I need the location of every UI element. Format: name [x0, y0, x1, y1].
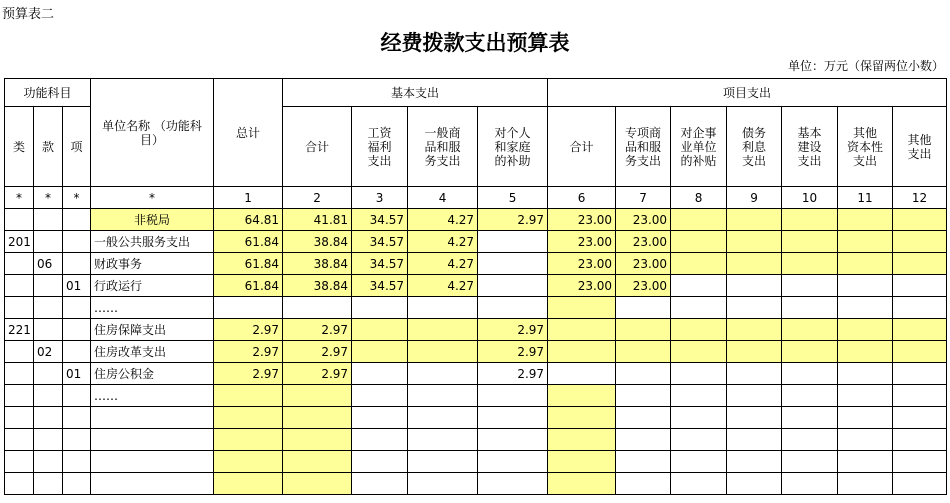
table-row	[5, 253, 947, 275]
index-cell: 5	[478, 187, 548, 209]
table-cell	[408, 407, 478, 429]
table-cell	[782, 407, 838, 429]
table-cell	[838, 473, 893, 495]
table-cell	[782, 451, 838, 473]
header-project-col: 其他 资本性 支出	[838, 107, 893, 187]
table-cell	[352, 319, 408, 341]
table-cell	[893, 209, 947, 231]
table-cell	[408, 429, 478, 451]
table-cell	[616, 297, 671, 319]
table-cell	[782, 253, 838, 275]
table-cell	[616, 385, 671, 407]
table-cell	[548, 451, 616, 473]
table-cell	[34, 429, 63, 451]
index-cell: *	[5, 187, 34, 209]
index-cell: 8	[671, 187, 727, 209]
table-cell	[616, 451, 671, 473]
table-cell	[63, 473, 91, 495]
table-cell	[838, 297, 893, 319]
table-cell: 4.27	[408, 253, 478, 275]
table-row	[5, 209, 947, 231]
header-project-group: 项目支出	[548, 79, 947, 107]
table-cell	[283, 429, 352, 451]
table-cell	[34, 231, 63, 253]
index-cell: 1	[214, 187, 283, 209]
table-cell	[63, 231, 91, 253]
table-cell	[616, 363, 671, 385]
table-cell	[782, 385, 838, 407]
table-cell	[63, 297, 91, 319]
table-cell	[671, 341, 727, 363]
table-cell: 34.57	[352, 275, 408, 297]
table-cell	[408, 297, 478, 319]
table-cell	[838, 253, 893, 275]
table-row	[5, 363, 947, 385]
table-cell	[893, 451, 947, 473]
table-cell: 61.84	[214, 275, 283, 297]
table-cell	[838, 407, 893, 429]
table-cell	[548, 341, 616, 363]
table-cell	[5, 341, 34, 363]
table-cell	[214, 385, 283, 407]
table-cell	[34, 275, 63, 297]
unit-name-cell: ……	[91, 297, 214, 319]
table-cell	[283, 385, 352, 407]
table-cell	[893, 429, 947, 451]
table-cell: 23.00	[548, 275, 616, 297]
table-cell	[893, 297, 947, 319]
table-cell	[727, 209, 782, 231]
table-cell	[5, 363, 34, 385]
table-cell	[838, 275, 893, 297]
table-cell	[478, 429, 548, 451]
table-cell: 2.97	[478, 341, 548, 363]
table-cell: 23.00	[548, 231, 616, 253]
table-cell	[671, 231, 727, 253]
table-cell	[478, 385, 548, 407]
table-cell: 2.97	[214, 341, 283, 363]
header-project-col: 基本 建设 支出	[782, 107, 838, 187]
table-cell	[352, 473, 408, 495]
table-cell: 61.84	[214, 231, 283, 253]
table-cell	[34, 473, 63, 495]
page-title: 经费拨款支出预算表	[380, 30, 570, 55]
table-cell: 2.97	[214, 319, 283, 341]
table-cell	[838, 451, 893, 473]
table-cell	[214, 407, 283, 429]
table-cell: 02	[34, 341, 63, 363]
table-cell	[478, 275, 548, 297]
table-cell	[893, 253, 947, 275]
table-cell	[893, 363, 947, 385]
table-cell	[408, 319, 478, 341]
table-row	[5, 319, 947, 341]
table-cell	[727, 319, 782, 341]
index-cell: 7	[616, 187, 671, 209]
table-row	[5, 231, 947, 253]
unit-name-cell: 非税局	[91, 209, 214, 231]
index-cell: 3	[352, 187, 408, 209]
table-cell	[727, 429, 782, 451]
table-cell: 34.57	[352, 231, 408, 253]
table-cell: 221	[5, 319, 34, 341]
table-cell	[63, 407, 91, 429]
table-cell	[283, 473, 352, 495]
index-cell: 6	[548, 187, 616, 209]
unit-name-cell: 住房保障支出	[91, 319, 214, 341]
table-cell	[352, 407, 408, 429]
table-cell: 201	[5, 231, 34, 253]
table-cell	[616, 429, 671, 451]
table-cell: 64.81	[214, 209, 283, 231]
table-cell	[727, 253, 782, 275]
table-cell	[283, 451, 352, 473]
table-cell	[671, 429, 727, 451]
table-cell	[34, 407, 63, 429]
table-cell	[548, 297, 616, 319]
table-row	[5, 385, 947, 407]
table-cell	[34, 451, 63, 473]
table-cell	[782, 429, 838, 451]
unit-name-cell	[91, 429, 214, 451]
table-cell	[782, 275, 838, 297]
table-cell: 01	[63, 363, 91, 385]
header-project-col: 专项商 品和服 务支出	[616, 107, 671, 187]
unit-name-cell: ……	[91, 385, 214, 407]
header-project-col: 其他 支出	[893, 107, 947, 187]
table-cell	[5, 451, 34, 473]
table-cell: 2.97	[214, 363, 283, 385]
table-cell	[616, 319, 671, 341]
index-cell: *	[34, 187, 63, 209]
table-cell	[782, 297, 838, 319]
table-cell	[63, 209, 91, 231]
table-cell	[408, 473, 478, 495]
index-cell: *	[91, 187, 214, 209]
table-cell: 38.84	[283, 275, 352, 297]
header-project-col: 合计	[548, 107, 616, 187]
table-row	[5, 341, 947, 363]
unit-name-cell: 行政运行	[91, 275, 214, 297]
table-cell	[408, 341, 478, 363]
table-cell: 41.81	[283, 209, 352, 231]
index-cell: 11	[838, 187, 893, 209]
table-cell: 2.97	[283, 341, 352, 363]
table-cell	[893, 275, 947, 297]
table-cell	[782, 363, 838, 385]
table-cell	[478, 407, 548, 429]
table-cell: 4.27	[408, 209, 478, 231]
table-cell: 23.00	[548, 253, 616, 275]
table-cell	[352, 451, 408, 473]
table-cell: 2.97	[478, 319, 548, 341]
table-cell	[727, 473, 782, 495]
table-cell	[283, 297, 352, 319]
header-kuan: 款	[34, 107, 63, 187]
table-row	[5, 407, 947, 429]
unit-name-cell	[91, 473, 214, 495]
table-cell	[548, 473, 616, 495]
table-cell	[893, 341, 947, 363]
table-cell	[63, 385, 91, 407]
table-cell	[548, 385, 616, 407]
table-cell	[63, 429, 91, 451]
header-lei: 类	[5, 107, 34, 187]
table-cell	[548, 429, 616, 451]
table-cell	[671, 275, 727, 297]
table-cell	[671, 363, 727, 385]
table-cell	[671, 319, 727, 341]
table-cell	[616, 473, 671, 495]
table-cell	[352, 341, 408, 363]
table-cell	[727, 407, 782, 429]
table-cell	[352, 363, 408, 385]
table-cell	[782, 473, 838, 495]
index-cell: 10	[782, 187, 838, 209]
table-cell	[838, 429, 893, 451]
table-cell	[5, 253, 34, 275]
table-cell	[63, 319, 91, 341]
table-cell: 2.97	[478, 209, 548, 231]
table-cell	[838, 319, 893, 341]
table-cell	[671, 385, 727, 407]
table-cell	[548, 319, 616, 341]
table-cell: 23.00	[616, 209, 671, 231]
table-cell	[838, 385, 893, 407]
header-unit-name: 单位名称 （功能科目）	[91, 79, 214, 187]
budget-table	[4, 78, 947, 495]
table-cell	[34, 385, 63, 407]
table-cell	[893, 385, 947, 407]
table-cell: 38.84	[283, 253, 352, 275]
index-cell: 4	[408, 187, 478, 209]
table-cell	[63, 253, 91, 275]
table-cell	[478, 297, 548, 319]
table-cell	[352, 297, 408, 319]
table-cell	[782, 341, 838, 363]
table-cell	[727, 297, 782, 319]
index-cell: 9	[727, 187, 782, 209]
table-cell: 23.00	[616, 231, 671, 253]
table-cell	[408, 451, 478, 473]
unit-name-cell	[91, 451, 214, 473]
table-cell	[34, 363, 63, 385]
table-cell	[5, 473, 34, 495]
table-cell	[893, 473, 947, 495]
table-cell: 34.57	[352, 253, 408, 275]
table-cell	[408, 363, 478, 385]
table-cell	[671, 407, 727, 429]
table-cell	[893, 319, 947, 341]
table-cell	[5, 407, 34, 429]
table-cell	[782, 209, 838, 231]
table-row	[5, 297, 947, 319]
table-cell: 23.00	[616, 275, 671, 297]
table-cell	[214, 473, 283, 495]
unit-name-cell: 财政事务	[91, 253, 214, 275]
table-cell	[671, 451, 727, 473]
table-cell	[727, 385, 782, 407]
unit-name-cell: 住房公积金	[91, 363, 214, 385]
table-cell	[5, 385, 34, 407]
table-cell	[214, 297, 283, 319]
header-project-col: 债务 利息 支出	[727, 107, 782, 187]
table-cell	[727, 231, 782, 253]
table-cell: 01	[63, 275, 91, 297]
table-cell: 06	[34, 253, 63, 275]
table-cell	[782, 231, 838, 253]
table-cell	[214, 429, 283, 451]
table-cell: 4.27	[408, 231, 478, 253]
table-cell	[63, 451, 91, 473]
table-cell	[214, 451, 283, 473]
table-cell	[408, 385, 478, 407]
table-cell: 4.27	[408, 275, 478, 297]
table-cell: 61.84	[214, 253, 283, 275]
header-basic-col: 对个人 和家庭 的补助	[478, 107, 548, 187]
table-row	[5, 473, 947, 495]
header-func-group: 功能科目	[5, 79, 91, 107]
header-basic-col: 合计	[283, 107, 352, 187]
table-cell: 38.84	[283, 231, 352, 253]
table-cell: 34.57	[352, 209, 408, 231]
table-cell	[838, 363, 893, 385]
index-cell: 2	[283, 187, 352, 209]
table-cell	[478, 231, 548, 253]
table-cell: 2.97	[478, 363, 548, 385]
table-row	[5, 429, 947, 451]
table-cell	[5, 297, 34, 319]
table-cell	[838, 341, 893, 363]
header-project-col: 对企事 业单位 的补贴	[671, 107, 727, 187]
table-cell	[478, 473, 548, 495]
header-basic-col: 一般商 品和服 务支出	[408, 107, 478, 187]
index-row	[5, 187, 947, 209]
table-row	[5, 275, 947, 297]
unit-name-cell	[91, 407, 214, 429]
table-cell	[893, 231, 947, 253]
table-cell	[671, 253, 727, 275]
unit-name-cell: 一般公共服务支出	[91, 231, 214, 253]
index-cell: 12	[893, 187, 947, 209]
table-cell	[671, 209, 727, 231]
table-cell	[893, 407, 947, 429]
header-basic-col: 工资 福利 支出	[352, 107, 408, 187]
table-cell	[5, 209, 34, 231]
table-cell	[838, 231, 893, 253]
table-cell	[671, 297, 727, 319]
table-cell	[478, 253, 548, 275]
table-cell	[5, 429, 34, 451]
table-cell	[34, 319, 63, 341]
table-row	[5, 451, 947, 473]
table-cell	[283, 407, 352, 429]
table-cell: 2.97	[283, 319, 352, 341]
table-cell	[34, 297, 63, 319]
table-cell	[616, 407, 671, 429]
table-cell	[838, 209, 893, 231]
table-cell	[727, 363, 782, 385]
table-cell	[727, 341, 782, 363]
table-cell: 23.00	[616, 253, 671, 275]
table-cell	[548, 407, 616, 429]
sheet-label: 预算表二	[2, 7, 55, 22]
header-total: 总计	[214, 79, 283, 187]
unit-name-cell: 住房改革支出	[91, 341, 214, 363]
table-cell	[727, 275, 782, 297]
table-cell: 2.97	[283, 363, 352, 385]
header-xiang: 项	[63, 107, 91, 187]
table-cell	[63, 341, 91, 363]
table-cell	[616, 341, 671, 363]
table-cell	[548, 363, 616, 385]
table-cell	[727, 451, 782, 473]
table-cell	[5, 275, 34, 297]
table-cell	[671, 473, 727, 495]
unit-note: 单位：万元（保留两位小数）	[787, 59, 944, 73]
header-basic-group: 基本支出	[283, 79, 548, 107]
table-cell: 23.00	[548, 209, 616, 231]
table-cell	[478, 451, 548, 473]
table-cell	[352, 385, 408, 407]
table-cell	[34, 209, 63, 231]
table-cell	[352, 429, 408, 451]
index-cell: *	[63, 187, 91, 209]
table-cell	[782, 319, 838, 341]
